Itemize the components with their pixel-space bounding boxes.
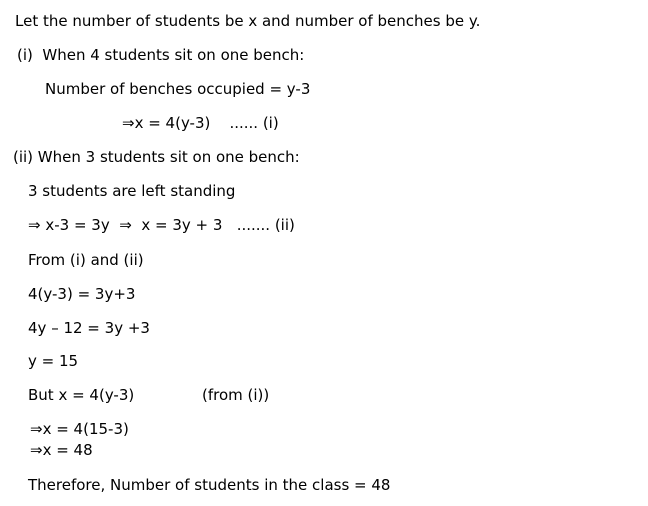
expansion-line: 4y – 12 = 3y +3 xyxy=(28,319,150,337)
benches-occupied-line: Number of benches occupied = y-3 xyxy=(45,80,311,98)
case-two-heading: (ii) When 3 students sit on one bench: xyxy=(13,148,300,166)
intro-line: Let the number of students be x and number of benches be y. xyxy=(15,12,481,30)
y-value-line: y = 15 xyxy=(28,352,79,370)
equation-two: ⇒ x-3 = 3y ⇒ x = 3y + 3 ....... (ii) xyxy=(28,216,295,234)
x-value-line: ⇒x = 48 xyxy=(30,441,93,459)
from-i-note: (from (i)) xyxy=(202,386,270,404)
from-equations-line: From (i) and (ii) xyxy=(28,251,144,269)
equation-one: ⇒x = 4(y-3) ...... (i) xyxy=(122,114,279,132)
substitution-line: 4(y-3) = 3y+3 xyxy=(28,285,136,303)
but-x-line: But x = 4(y-3) xyxy=(28,386,135,404)
x-substitution-line: ⇒x = 4(15-3) xyxy=(30,420,129,438)
students-standing-line: 3 students are left standing xyxy=(28,182,236,200)
case-one-heading: (i) When 4 students sit on one bench: xyxy=(17,46,305,64)
conclusion-line: Therefore, Number of students in the class = 48 xyxy=(28,476,391,494)
